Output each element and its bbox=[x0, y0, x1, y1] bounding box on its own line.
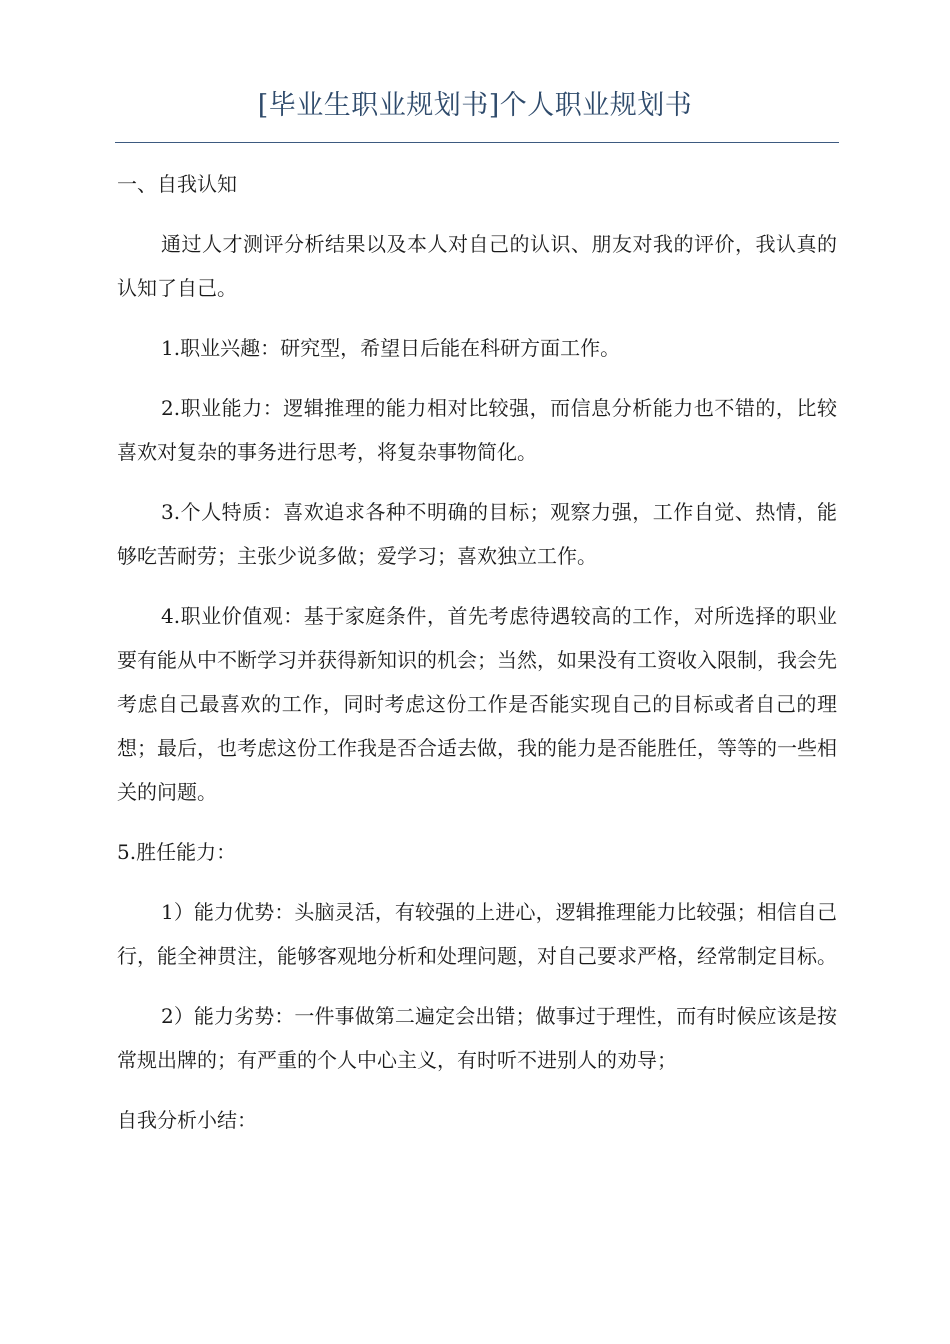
paragraph-career-interest: 1.职业兴趣：研究型，希望日后能在科研方面工作。 bbox=[161, 336, 621, 360]
paragraph-career-ability: 2.职业能力：逻辑推理的能力相对比较强，而信息分析能力也不错的，比较喜欢对复杂的事务进行思考，将复杂事物简化。 bbox=[117, 396, 837, 464]
section-heading-self-awareness: 一、自我认知 bbox=[117, 172, 237, 196]
paragraph-self-analysis-summary: 自我分析小结： bbox=[117, 1108, 257, 1132]
paragraph-competence-heading: 5.胜任能力： bbox=[117, 840, 237, 864]
document-title: [毕业生职业规划书]个人职业规划书 bbox=[257, 90, 693, 121]
paragraph-strengths: 1）能力优势：头脑灵活，有较强的上进心，逻辑推理能力比较强；相信自己行，能全神贯注，能够客观地分析和处理问题，对自己要求严格，经常制定目标。 bbox=[117, 900, 837, 968]
document-body bbox=[117, 162, 837, 1158]
paragraph-weaknesses: 2）能力劣势：一件事做第二遍定会出错；做事过于理性，而有时候应该是按常规出牌的；有严重的个人中心主义，有时听不进别人的劝导； bbox=[117, 1004, 837, 1072]
paragraph-personal-traits: 3.个人特质：喜欢追求各种不明确的目标；观察力强，工作自觉、热情，能够吃苦耐劳；主张少说多做；爱学习；喜欢独立工作。 bbox=[117, 500, 837, 568]
paragraph-intro: 通过人才测评分析结果以及本人对自己的认识、朋友对我的评价，我认真的认知了自己。 bbox=[117, 232, 837, 300]
paragraph-career-values: 4.职业价值观：基于家庭条件，首先考虑待遇较高的工作，对所选择的职业要有能从中不断学习并获得新知识的机会；当然，如果没有工资收入限制，我会先考虑自己最喜欢的工作，同时考虑这份工作是否能实现自己的目标或者自己的理想；最后，也考虑这份工作我是否合适去做，我的能力是否能胜任，等等的一些相关的问题。 bbox=[117, 604, 837, 804]
title-divider bbox=[115, 142, 839, 143]
